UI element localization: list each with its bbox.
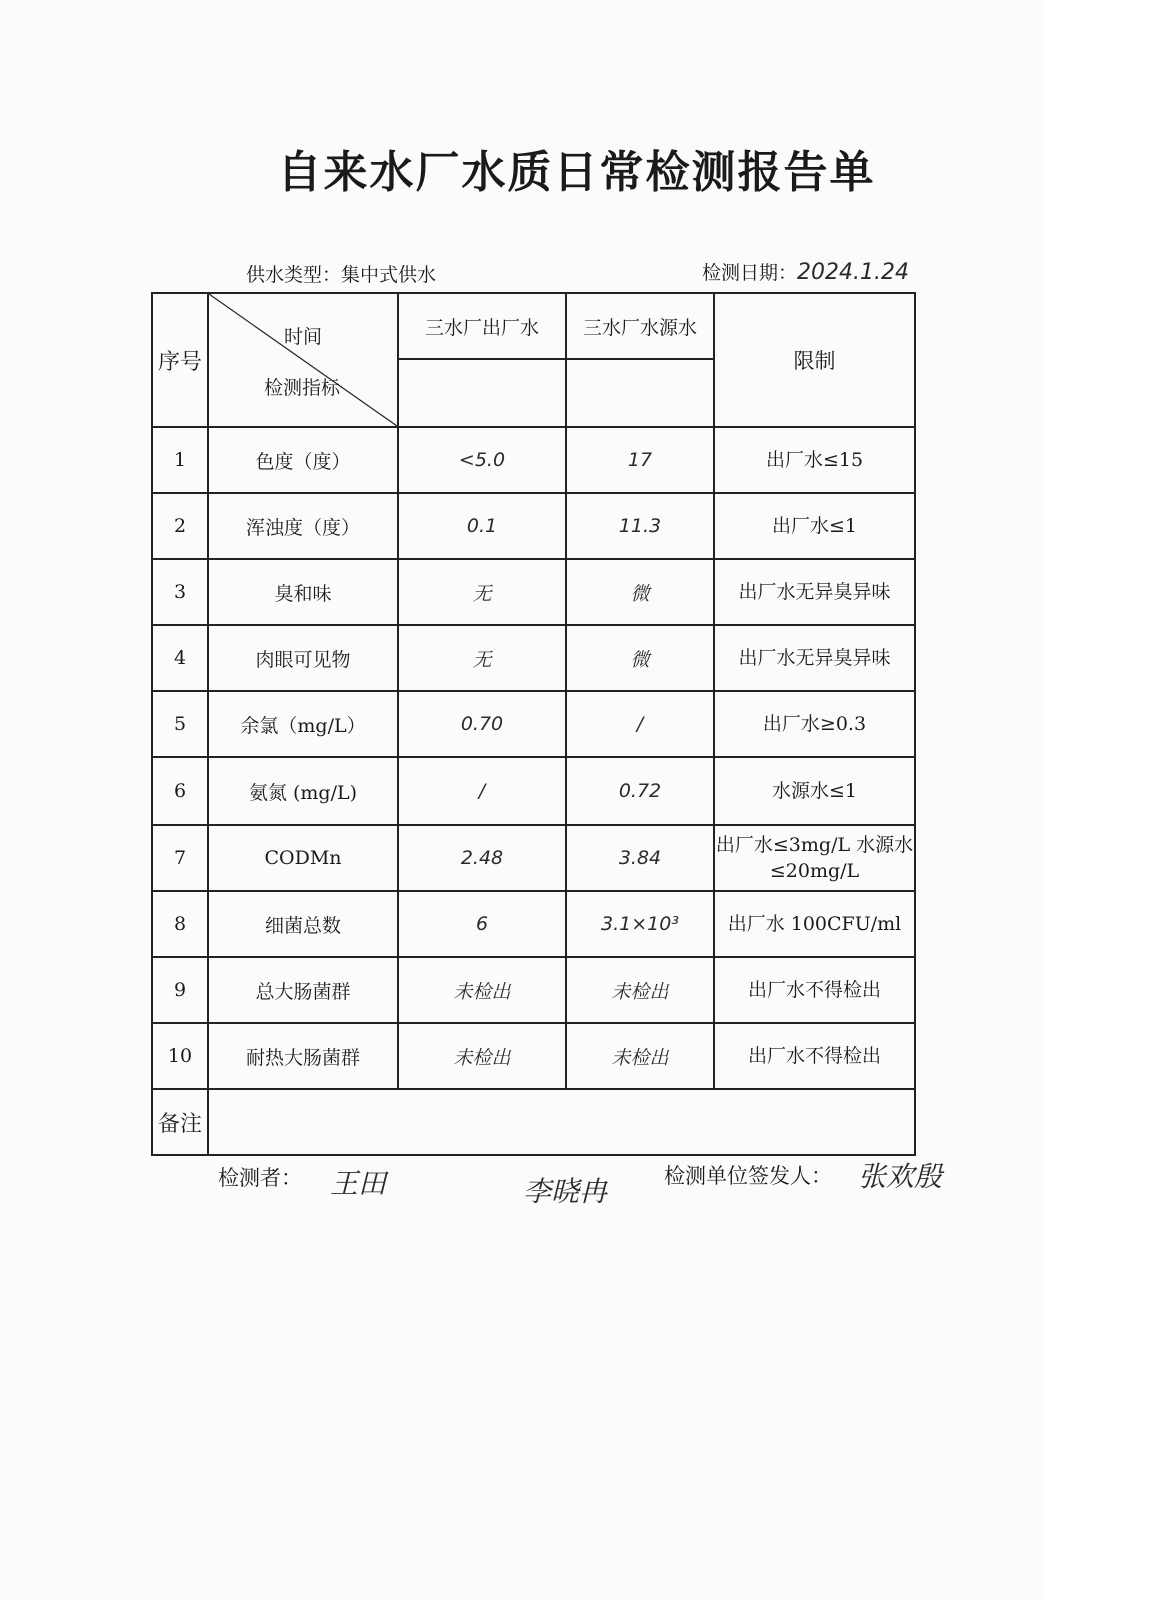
row-number: 1 [152, 427, 208, 493]
row-number: 6 [152, 757, 208, 825]
table-row [152, 1023, 915, 1089]
row-number: 3 [152, 559, 208, 625]
row-number: 7 [152, 825, 208, 891]
row-number: 4 [152, 625, 208, 691]
row-item: 臭和味 [208, 559, 398, 625]
row-value-outlet: 0.70 [398, 691, 566, 757]
row-item: 浑浊度（度） [208, 493, 398, 559]
row-item: 总大肠菌群 [208, 957, 398, 1023]
test-date-label: 检测日期： [702, 262, 798, 284]
row-value-outlet: 无 [398, 625, 566, 691]
diagonal-line [209, 294, 397, 426]
remarks-label: 备注 [152, 1089, 208, 1155]
row-item: 细菌总数 [208, 891, 398, 957]
table-row [152, 625, 915, 691]
col2-subheader [566, 359, 714, 427]
row-number: 2 [152, 493, 208, 559]
row-value-source: 11.3 [566, 493, 714, 559]
row-value-outlet: / [398, 757, 566, 825]
col1-subheader [398, 359, 566, 427]
remarks-value [208, 1089, 915, 1155]
remarks-row [152, 1089, 915, 1155]
row-value-source: 未检出 [566, 1023, 714, 1089]
diag-top-label: 时间 [283, 326, 322, 348]
row-number: 10 [152, 1023, 208, 1089]
row-value-source: / [566, 691, 714, 757]
row-value-source: 3.1×10³ [566, 891, 714, 957]
row-item: CODMn [208, 825, 398, 891]
table-row [152, 493, 915, 559]
tester-signature-1: 王田 [330, 1167, 387, 1200]
table-header-row [152, 293, 915, 359]
row-item: 肉眼可见物 [208, 625, 398, 691]
limit-header: 限制 [714, 293, 915, 427]
report-title: 自来水厂水质日常检测报告单 [277, 147, 876, 198]
row-number: 8 [152, 891, 208, 957]
row-number: 5 [152, 691, 208, 757]
table-row [152, 559, 915, 625]
row-item: 余氯（mg/L） [208, 691, 398, 757]
table-row [152, 757, 915, 825]
diag-bottom-label: 检测指标 [264, 377, 341, 399]
row-value-source: 微 [566, 559, 714, 625]
row-limit: 出厂水≤1 [714, 493, 915, 559]
row-value-outlet: 未检出 [398, 1023, 566, 1089]
issuer-signature: 张欢殷 [858, 1160, 943, 1193]
table-row [152, 427, 915, 493]
supply-type-label: 供水类型： [246, 264, 342, 286]
row-value-outlet: 6 [398, 891, 566, 957]
torn-edge [1045, 0, 1153, 1600]
row-limit: 出厂水无异臭异味 [714, 559, 915, 625]
test-date [702, 258, 909, 285]
report-table [151, 292, 916, 1156]
row-limit: 出厂水≤15 [714, 427, 915, 493]
row-value-outlet: <5.0 [398, 427, 566, 493]
tester-label: 检测者： [218, 1166, 302, 1190]
seq-header: 序号 [152, 293, 208, 427]
test-date-value: 2024.1.24 [797, 260, 909, 285]
row-value-outlet: 无 [398, 559, 566, 625]
row-limit: 水源水≤1 [714, 757, 915, 825]
row-number: 9 [152, 957, 208, 1023]
row-value-outlet: 未检出 [398, 957, 566, 1023]
table-row [152, 957, 915, 1023]
row-value-source: 0.72 [566, 757, 714, 825]
tester-signature-2: 李晓冉 [523, 1175, 608, 1208]
row-value-outlet: 2.48 [398, 825, 566, 891]
table-row [152, 825, 915, 891]
row-limit: 出厂水≤3mg/L 水源水≤20mg/L [714, 825, 915, 891]
col1-header: 三水厂出厂水 [398, 293, 566, 359]
row-value-source: 微 [566, 625, 714, 691]
diagonal-header-cell [208, 293, 398, 427]
table-row [152, 691, 915, 757]
row-item: 色度（度） [208, 427, 398, 493]
supply-type [246, 260, 436, 287]
row-value-source: 17 [566, 427, 714, 493]
issuer-label: 检测单位签发人： [664, 1164, 832, 1188]
row-limit: 出厂水不得检出 [714, 1023, 915, 1089]
row-value-source: 未检出 [566, 957, 714, 1023]
row-value-outlet: 0.1 [398, 493, 566, 559]
row-limit: 出厂水 100CFU/ml [714, 891, 915, 957]
row-limit: 出厂水不得检出 [714, 957, 915, 1023]
row-limit: 出厂水无异臭异味 [714, 625, 915, 691]
row-item: 耐热大肠菌群 [208, 1023, 398, 1089]
row-item: 氨氮 (mg/L) [208, 757, 398, 825]
row-limit: 出厂水≥0.3 [714, 691, 915, 757]
row-value-source: 3.84 [566, 825, 714, 891]
table-row [152, 891, 915, 957]
col2-header: 三水厂水源水 [566, 293, 714, 359]
supply-type-value: 集中式供水 [341, 264, 437, 286]
